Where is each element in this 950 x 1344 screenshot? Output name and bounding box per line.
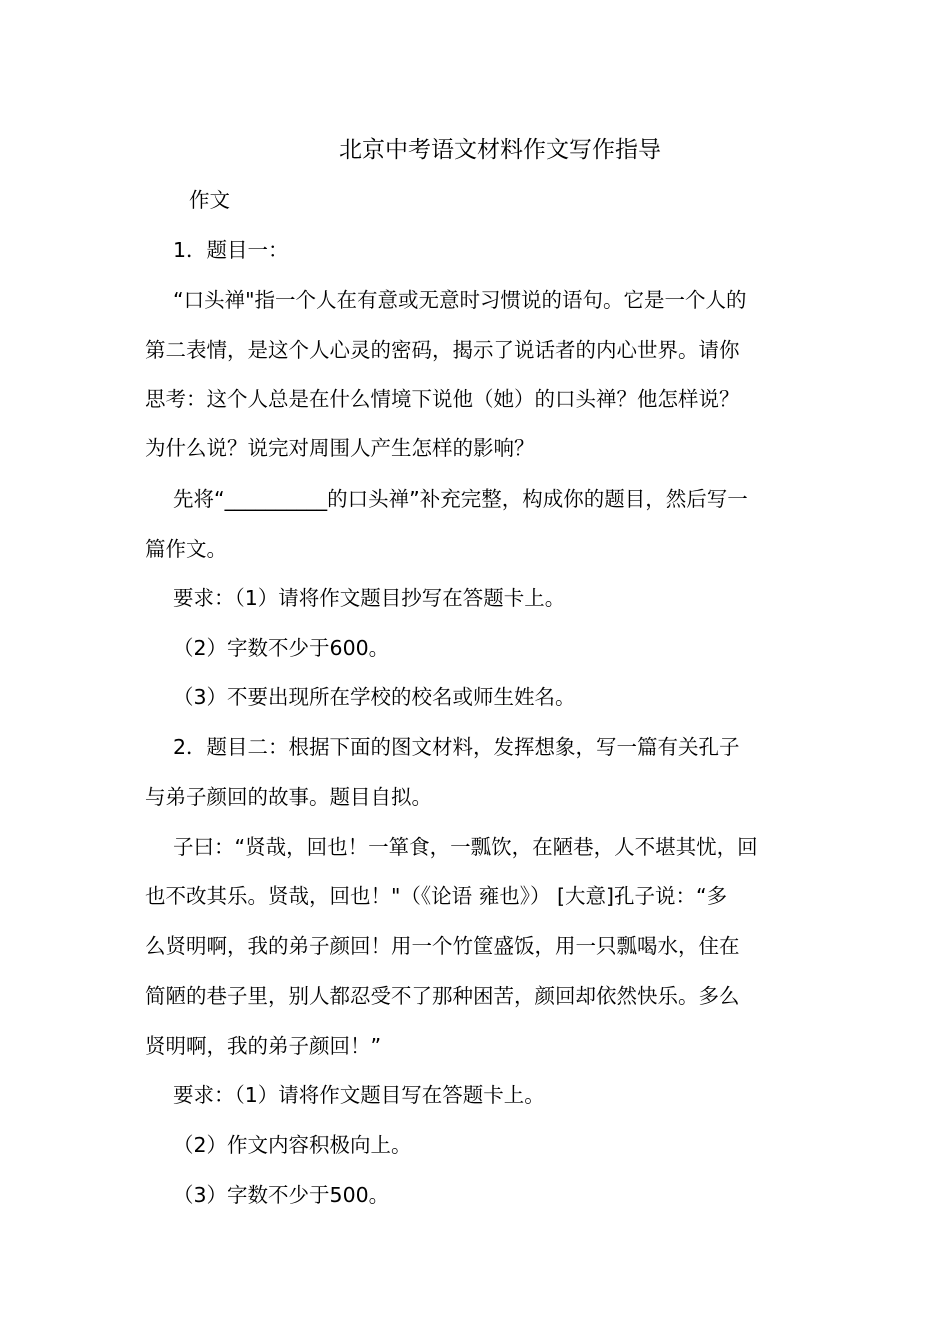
requirement-line: （2）作文内容积极向上。: [173, 1133, 412, 1157]
paragraph-line: 么贤明啊，我的弟子颜回！用一个竹筐盛饭，用一只瓢喝水，住在: [145, 934, 740, 958]
paragraph-line: 篇作文。: [145, 537, 227, 561]
paragraph-line: 与弟子颜回的故事。题目自拟。: [145, 785, 432, 809]
paragraph-line: 先将“__________的口头禅”补充完整，构成你的题目，然后写一: [173, 487, 748, 511]
paragraph-line: 也不改其乐。贤哉，回也！"（《论语 雍也》） [大意]孔子说：“多: [145, 884, 728, 908]
paragraph-line: 贤明啊，我的弟子颜回！”: [145, 1034, 382, 1058]
requirement-line: （2）字数不少于600。: [173, 636, 390, 660]
paragraph-line: 为什么说？说完对周围人产生怎样的影响？: [145, 436, 535, 460]
requirement-line: （3）字数不少于500。: [173, 1183, 390, 1207]
section-label: 作文: [189, 188, 230, 212]
topic-one-heading: 1．题目一：: [173, 238, 289, 262]
document-title: 北京中考语文材料作文写作指导: [339, 137, 661, 163]
paragraph-line: 简陋的巷子里，别人都忍受不了那种困苦，颜回却依然快乐。多么: [145, 984, 740, 1008]
requirement-line: （3）不要出现所在学校的校名或师生姓名。: [173, 685, 576, 709]
paragraph-line: 第二表情，是这个人心灵的密码，揭示了说话者的内心世界。请你: [145, 338, 740, 362]
topic-two-heading: 2．题目二：根据下面的图文材料，发挥想象，写一篇有关孔子: [173, 735, 740, 759]
paragraph-line: “口头禅"指一个人在有意或无意时习惯说的语句。它是一个人的: [173, 288, 747, 312]
requirement-line: 要求：（1）请将作文题目抄写在答题卡上。: [173, 586, 566, 610]
paragraph-line: 子曰：“贤哉，回也！一箪食，一瓢饮，在陋巷，人不堪其忧，回: [173, 835, 758, 859]
requirement-line: 要求：（1）请将作文题目写在答题卡上。: [173, 1083, 545, 1107]
paragraph-line: 思考：这个人总是在什么情境下说他（她）的口头禅？他怎样说？: [145, 387, 740, 411]
